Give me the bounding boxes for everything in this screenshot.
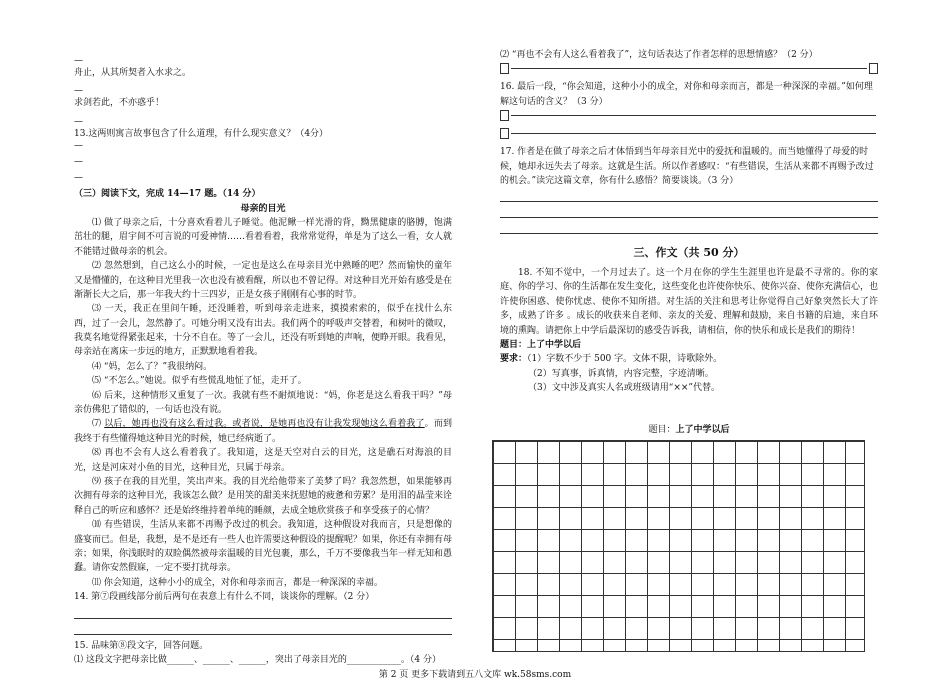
answer-bar[interactable] bbox=[500, 109, 878, 121]
dash-mark: — bbox=[74, 157, 83, 168]
question-18: 18. 不知不觉中，一个月过去了。这一个月在你的学生生涯里也许是最不寻常的。你的家庭、你的学习、你的生活都在发生变化，这些变化也许使你快乐、使你兴奋、使你充满信心，也许使你困惑、使你忧虑、使你不知所措。对生活的关注和思考让你觉得自己好象突然长大了许多，成熟了许多 。成长的收获来自老师、亲友的关爱、理解和鼓励，来自书籍的启迪，来自环境的熏陶。请把你上中学后最深切的感受告诉我，请相信，你的快乐和成长是我们的期待！ bbox=[500, 267, 879, 336]
essay-topic: 题目：上了中学以后 bbox=[500, 339, 582, 350]
paragraph-10: ⑽ 有些错误，生活从来都不再赐予改过的机会。我知道，这种假设对我而言，只是想像的盛宴而已。但是，我想，是不是还有一些人也许需要这种假设的提醒呢？如果，你还有幸拥有母亲；如果，你浅眠时的双睑偶然被母亲温暖的目光包裹，那么，千万不要像我当年一样无知和愚蠢。请你安然假寐，一定不要打扰母亲。 bbox=[74, 520, 453, 574]
requirement-2: （2）写真事，诉真情，内容完整，字迹清晰。 bbox=[528, 368, 714, 379]
answer-line bbox=[511, 68, 867, 69]
question-16: 16. 最后一段，“你会知道，这种小小的成全，对你和母亲而言，都是一种深深的幸福。”如何理解这句话的含义？（3 分） bbox=[500, 82, 873, 107]
answer-box-start bbox=[500, 63, 509, 74]
dash-mark: — bbox=[74, 116, 83, 127]
question-15-2: ⑵ “再也不会有人这么看着我了”，这句话表达了作者怎样的思想情感？（2 分） bbox=[500, 50, 818, 60]
requirement-3: （3）文中涉及真实人名或班级请用“××”代替。 bbox=[528, 383, 721, 394]
answer-line[interactable] bbox=[500, 190, 878, 202]
answer-line[interactable] bbox=[500, 206, 878, 218]
text-line: 求剑若此，不亦惑乎！ bbox=[74, 98, 165, 109]
essay-title-text: 上了中学以后 bbox=[675, 425, 730, 436]
answer-line[interactable] bbox=[500, 222, 878, 234]
right-column bbox=[500, 48, 878, 450]
paragraph-11: ⑾ 你会知道，这种小小的成全，对你和母亲而言，都是一种深深的幸福。 bbox=[92, 577, 383, 588]
essay-title bbox=[500, 423, 878, 437]
requirement-1: （1）字数不少于 500 字。文体不限，诗歌除外。 bbox=[527, 354, 723, 365]
paragraph-8: ⑻ 再也不会有人这么看着我了。我知道，这是天空对白云的目光，这是礁石对海浪的目光，这是河床对小鱼的目光，这种目光，只属于母亲。 bbox=[74, 448, 452, 473]
dash-mark: — bbox=[74, 56, 83, 66]
answer-line[interactable] bbox=[74, 623, 452, 635]
paragraph-7: ⑺ 以后，她再也没有这么看过我。或者说，是她再也没有让我发现她这么看着我了。而到我终于有些懂得她这种目光的时候，她已经病逝了。 bbox=[74, 419, 452, 444]
page-footer: 第 2 页 更多下载请到五八文库 wk.58sms.com bbox=[378, 670, 572, 680]
answer-box-end bbox=[869, 63, 878, 74]
paragraph-1: ⑴ 做了母亲之后，十分喜欢看着儿子睡觉。他泥鳅一样光滑的背，黝黑健康的胳膊，饱满茁壮的腿，眉宇间不可言说的可爱神情……看着看着，我常常觉得，单是为了这么一看，女人就不能错过做母亲的机会。 bbox=[74, 217, 453, 257]
requirements-label: 要求： bbox=[500, 354, 528, 365]
question-13: 13.这两则寓言故事包含了什么道理，有什么现实意义？（4分） bbox=[74, 128, 329, 139]
question-17: 17. 作者是在做了母亲之后才体悟到当年母亲目光中的爱抚和温暖的。而当她懂得了母爱的时候，她却永远失去了母亲。这就是生活。所以作者感叹：“有些错误，生活从来都不再赐予改过的机会。”读完这篇文章，你有什么感悟？简要谈谈。（3 分） bbox=[500, 147, 874, 186]
article-title: 母亲的目光 bbox=[240, 203, 286, 214]
answer-bar[interactable] bbox=[500, 127, 878, 139]
paragraph-4: ⑷ “妈，怎么了？”我很纳闷。 bbox=[92, 361, 213, 372]
essay-title-prefix: 题目： bbox=[648, 425, 676, 436]
paragraph-3: ⑶ 一天，我正在里间午睡，还没睡着，听到母亲走进来，摸摸索索的，似乎在找什么东西，过了一会儿，忽然静了。可她分明又没有出去。我们两个的呼吸声交替着，和树叶的微叹，我莫名地觉得紧张起来，十分不自在。等了一会儿，还没有听到她的声响，便睁开眼。我看见，母亲站在离床一步远的地方，正默默地看着我。 bbox=[74, 304, 453, 358]
paragraph-9: ⑼ 孩子在我的目光里，笑出声来。我的目光给他带来了美梦了吗？我忽然想，如果能够再次拥有母亲的这种目光，我该怎么做？是用笑的甜美来抚慰她的疲惫和劳累？是用泪的晶莹来诠释自己的听应和感怀？还是始终维持着单纯的睡颜，去成全她欣赏孩子和享受孩子的心情？ bbox=[74, 476, 453, 516]
answer-line bbox=[511, 133, 876, 134]
dash-mark: — bbox=[74, 86, 83, 97]
left-column bbox=[74, 56, 452, 667]
answer-box-start bbox=[500, 128, 509, 139]
answer-line bbox=[511, 115, 876, 116]
requirements bbox=[500, 352, 878, 366]
section-three-title: 三、作文（共 50 分） bbox=[633, 246, 745, 260]
question-14: 14. 第⑦段画线部分前后两句在表意上有什么不同，谈谈你的理解。（2 分） bbox=[74, 592, 375, 603]
paragraph-5: ⑸ “不怎么。”她说。似乎有些慌乱地怔了怔，走开了。 bbox=[92, 376, 307, 387]
answer-bar[interactable] bbox=[500, 62, 878, 74]
essay-writing-grid[interactable] bbox=[492, 440, 865, 652]
dash-mark: — bbox=[74, 173, 83, 184]
paragraph-6: ⑹ 后来，这种情形又重复了一次。我就有些不耐烦地说：“妈，你老是这么看我干吗？”母亲仿佛犯了错似的，一句话也没有说。 bbox=[74, 390, 452, 416]
question-15: 15. 品味第⑧段文字，回答问题。 bbox=[74, 640, 209, 651]
section-heading: （三）阅读下文，完成 14—17 题。（14 分） bbox=[74, 189, 261, 200]
question-15-1: ⑴ 这段文字把母亲比做______、______、______，突出了母亲目光的____________。（4 分） bbox=[74, 654, 441, 665]
answer-box-start bbox=[500, 110, 509, 121]
paragraph-2: ⑵ 忽然想到，自己这么小的时候，一定也是这么在母亲目光中熟睡的吧？然而愉快的童年又是懵懂的，在这种目光里我一次也没有被看醒，所以也不曾记得。对这种目光开始有感受是在渐渐长大之后，那一年我大约十三四岁，正是女孩子刚刚有心事的时节。 bbox=[74, 261, 453, 300]
dash-mark: — bbox=[74, 141, 83, 152]
underlined-sentence: 以后，她再也没有这么看过我。或者说，是她再也没有让我发现她这么看着我了 bbox=[104, 419, 425, 430]
text-line: 舟止，从其所契者入水求之。 bbox=[74, 68, 192, 78]
answer-line[interactable] bbox=[74, 607, 452, 619]
